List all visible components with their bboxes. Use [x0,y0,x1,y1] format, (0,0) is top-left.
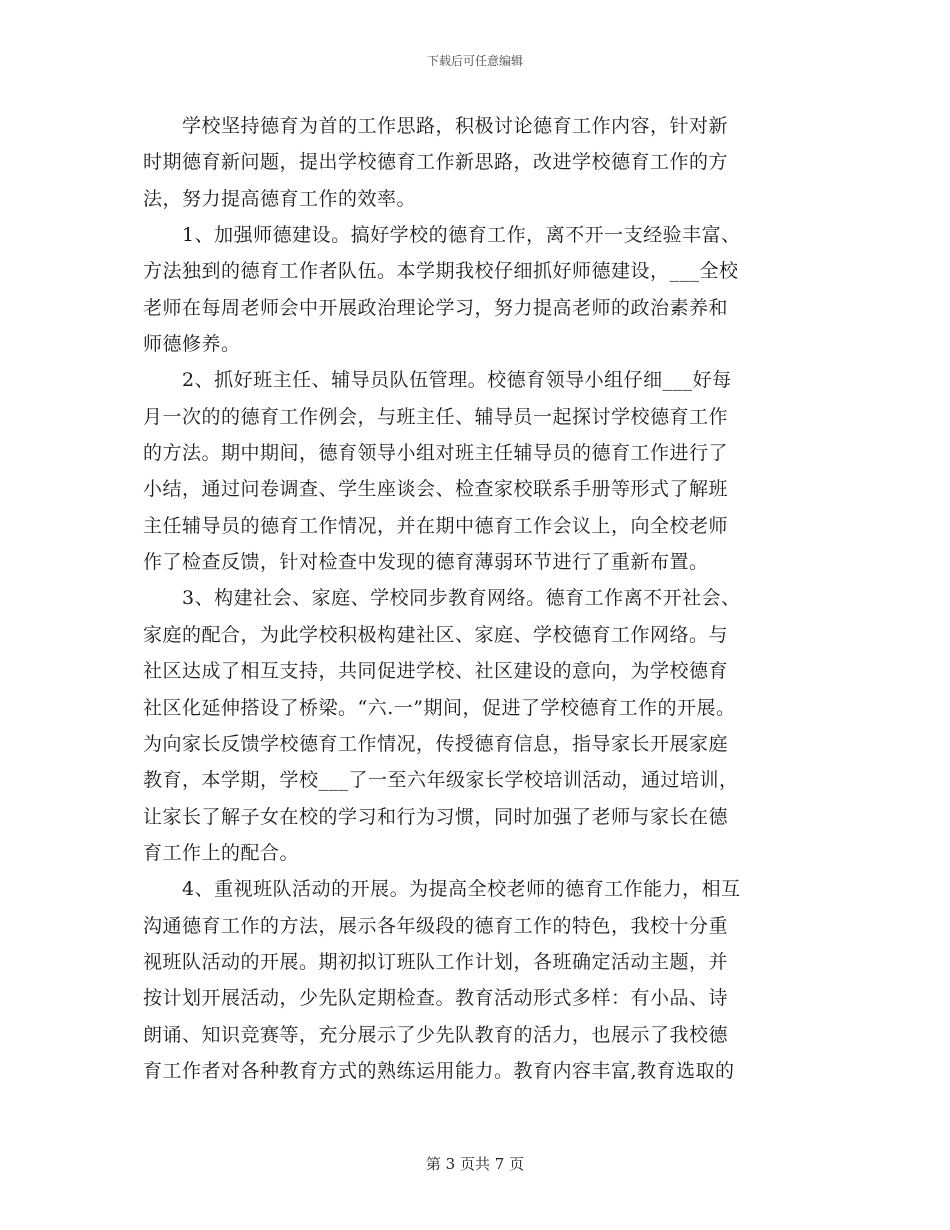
body-line: 方法独到的德育工作者队伍。本学期我校仔细抓好师德建设，___全校 [143,260,739,283]
body-line: 社区达成了相互支持，共同促进学校、社区建设的意向，为学校德育 [143,660,729,683]
body-line: 家庭的配合，为此学校积极构建社区、家庭、学校德育工作网络。与 [143,623,729,646]
body-line: 育工作者对各种教育方式的熟练运用能力。教育内容丰富,教育选取的 [143,1059,735,1082]
body-line: 育工作上的配合。 [143,841,300,864]
body-line: 让家长了解子女在校的学习和行为习惯，同时加强了老师与家长在德 [143,805,729,828]
page-footer: 第 3 页共 7 页 [425,1155,525,1173]
body-line: 3、构建社会、家庭、学校同步教育网络。德育工作离不开社会、 [143,587,741,610]
body-line: 小结，通过问卷调查、学生座谈会、检查家校联系手册等形式了解班 [143,478,729,501]
body-line: 老师在每周老师会中开展政治理论学习，努力提高老师的政治素养和 [143,296,729,319]
body-line: 师德修养。 [143,333,241,356]
body-line: 时期德育新问题，提出学校德育工作新思路，改进学校德育工作的方 [143,151,729,174]
body-line: 2、抓好班主任、辅导员队伍管理。校德育领导小组仔细___好每 [143,369,732,392]
body-line: 的方法。期中期间，德育领导小组对班主任辅导员的德育工作进行了 [143,442,729,465]
body-line: 作了检查反馈，针对检查中发现的德育薄弱环节进行了重新布置。 [143,551,709,574]
body-line: 朗诵、知识竞赛等，充分展示了少先队教育的活力，也展示了我校德 [143,1023,729,1046]
body-line: 学校坚持德育为首的工作思路，积极讨论德育工作内容，针对新 [143,115,729,137]
body-line: 教育，本学期，学校___了一至六年级家长学校培训活动，通过培训， [143,769,739,792]
body-line: 社区化延伸搭设了桥梁。“六.一”期间，促进了学校德育工作的开展。 [143,696,736,719]
document-body [143,108,815,1089]
body-line: 按计划开展活动，少先队定期检查。教育活动形式多样：有小品、诗 [143,987,729,1010]
page-header: 下载后可任意编辑 [426,54,523,68]
body-line: 法，努力提高德育工作的效率。 [143,187,417,210]
body-line: 视班队活动的开展。期初拟订班队工作计划，各班确定活动主题，并 [143,950,729,973]
body-line: 沟通德育工作的方法，展示各年级段的德育工作的特色，我校十分重 [143,914,729,937]
body-line: 4、重视班队活动的开展。为提高全校老师的德育工作能力，相互 [143,878,741,901]
body-line: 1、加强师德建设。搞好学校的德育工作，离不开一支经验丰富、 [143,224,741,247]
body-line: 主任辅导员的德育工作情况，并在期中德育工作会议上，向全校老师 [143,514,729,537]
body-line: 月一次的的德育工作例会，与班主任、辅导员一起探讨学校德育工作 [143,405,729,428]
body-line: 为向家长反馈学校德育工作情况，传授德育信息，指导家长开展家庭 [143,732,729,755]
